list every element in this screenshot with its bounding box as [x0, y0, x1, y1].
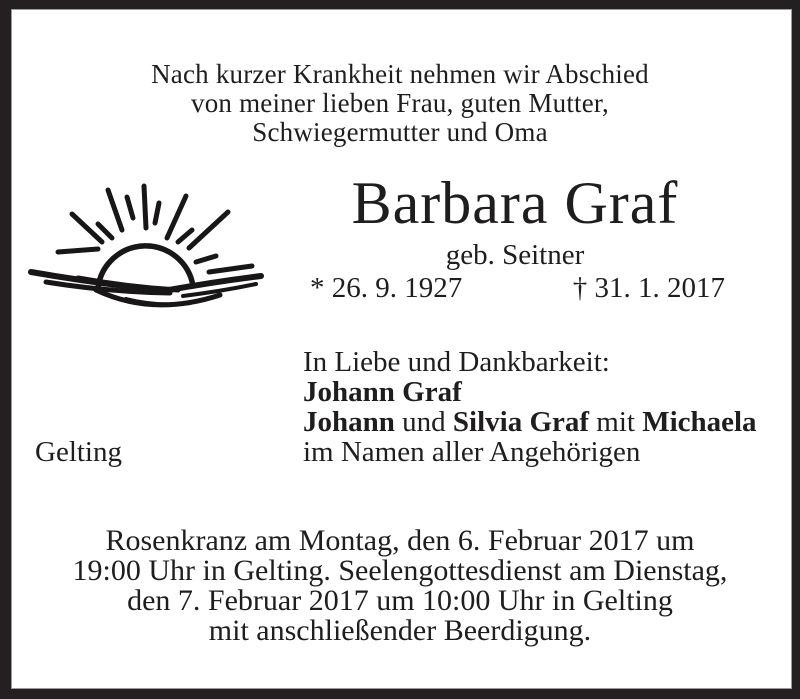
service-info-line: Rosenkranz am Montag, den 6. Februar 2017 um [105, 524, 695, 557]
mourner-name: Silvia Graf [452, 406, 590, 438]
tribute-intro: In Liebe und Dankbarkeit: [303, 346, 610, 378]
announcement-line: von meiner lieben Frau, guten Mutter, [191, 88, 609, 118]
tribute-block [303, 347, 757, 467]
tribute-closing: im Namen aller Angehörigen [303, 436, 641, 468]
birth-date: * 26. 9. 1927 [310, 272, 463, 304]
service-info-line: den 7. Februar 2017 um 10:00 Uhr in Gelting [127, 584, 673, 617]
mourner-conjunction: mit [589, 406, 643, 438]
mourner-line [303, 407, 757, 437]
life-dates [300, 273, 730, 303]
mourner-name: Johann [303, 406, 395, 438]
mourner-name: Michaela [642, 406, 757, 438]
sunrise-icon [28, 183, 268, 318]
service-info-line: 19:00 Uhr in Gelting. Seelengottesdienst am Dienstag, [72, 554, 728, 587]
place-label: Gelting [35, 436, 122, 468]
announcement-text [0, 60, 800, 147]
service-info [0, 526, 800, 646]
mourner-conjunction: und [394, 406, 453, 438]
maiden-name: geb. Seitner [445, 239, 585, 271]
announcement-line: Schwiegermutter und Oma [252, 117, 548, 147]
announcement-line: Nach kurzer Krankheit nehmen wir Abschied [151, 59, 649, 89]
service-info-line: mit anschließender Beerdigung. [208, 614, 592, 647]
deceased-block [300, 172, 730, 303]
mourner-name: Johann Graf [303, 376, 462, 408]
deceased-name: Barbara Graf [351, 170, 679, 236]
death-date: † 31. 1. 2017 [572, 272, 725, 304]
